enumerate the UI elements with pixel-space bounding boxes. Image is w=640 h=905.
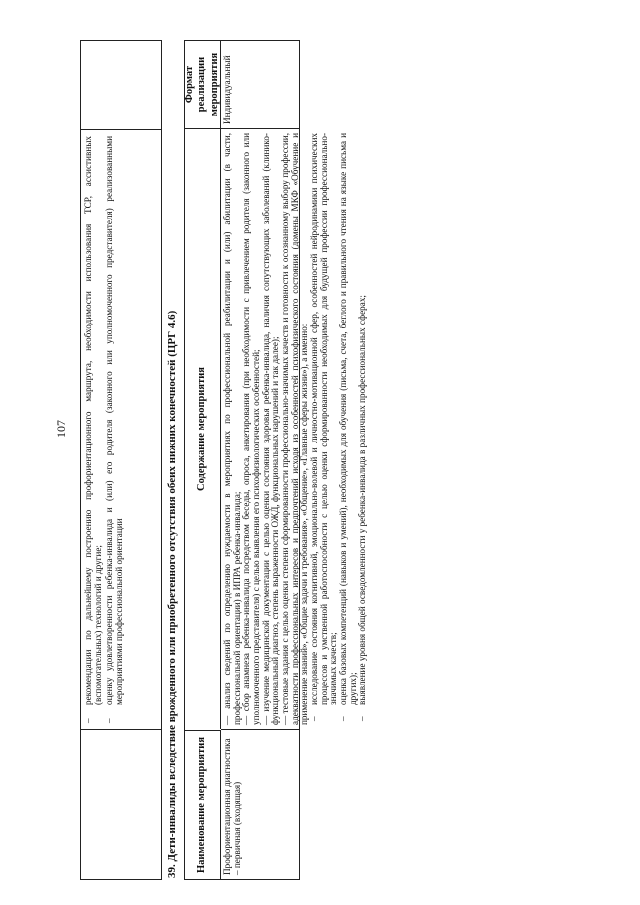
continuation-table: [80, 40, 162, 880]
sub-list-item: – оценка базовых компетенций (навыков и умений), необходимых для обучения (письма, счета, беглого и правильного чтения на языке письма и других);: [337, 133, 358, 721]
page-number: 107: [54, 420, 68, 438]
rotated-content: [80, 40, 368, 880]
content-paragraph: — анализ сведений по определению нуждаемости в мероприятиях по профессиональной реабилитации и (или) абилитации (в части, профессиональной ориентации) в ИПРА ребенка-инвалида;: [222, 133, 242, 725]
header-content: Содержание мероприятия: [185, 128, 221, 729]
continuation-format-cell: [81, 41, 161, 128]
continuation-name-cell: [81, 729, 161, 879]
content-paragraph: — изучение медицинской документации с целью оценки состояния здоровья ребенка-инвалида, наличия сопутствующих заболеваний (клинико-функциональный диагноз, степень выраженности ОЖД, функциональных нарушений и так далее);: [260, 133, 281, 725]
activity-format: Индивидуальный: [222, 55, 232, 124]
content-paragraph: — тестовые задания с целью оценки степени сформированности профессионально-значимых качеств и готовности к осознанному выбору профессии, адекватности профессиональных интересов и предпочтений исходя из особенностей психофизического состояния (домены МКФ «Обучение и применение знаний», «Общие задачи и требования», «Общение», «Главные сферы жизни»), а именно:: [279, 133, 310, 725]
activity-name: Профориентационная диагностика – первичная (входящая): [221, 729, 299, 879]
sub-list-item: – исследование состояния когнитивной, эмоционально-волевой и личностно-мотивационной сфер, особенностей нейродинамики психических процессов и умственной работоспособности с целью оценки сформированности необходимых для будущей профессии профессионально-значимых качеств;: [308, 133, 339, 721]
sub-list-item: – выявление уровня общей осведомленности у ребенка-инвалида в различных профессиональных сферах;: [357, 295, 368, 721]
content-paragraph: — сбор анамнеза ребенка-инвалида посредством беседы, опроса, анкетирования (при необходимости с привлечением родителя (законного или уполномоченного представителя) с целью выявления его психофизиологических особенностей;: [241, 133, 261, 725]
activity-content: [221, 128, 368, 729]
list-item: – оценку удовлетворенности ребенка-инвалида и (или) его родителя (законного или уполномоченного представителя) реализованными мероприятиями профессиональной ориентации: [104, 136, 125, 723]
continuation-content-cell: [81, 129, 161, 729]
list-item: – рекомендации по дальнейшему построению профориентационного маршрута, необходимости использования ТСР, ассистивных (вспомогательных) технологий и другие;: [83, 136, 104, 723]
activity-table: [184, 40, 368, 880]
header-name: Наименование мероприятия: [185, 730, 221, 879]
header-format: Формат реализации мероприятия: [185, 41, 221, 128]
section-title: 39. Дети-инвалиды вследствие врожденного или приобретенного отсутствия обеих нижних конечностей (ЦРГ 4.6): [166, 310, 178, 878]
